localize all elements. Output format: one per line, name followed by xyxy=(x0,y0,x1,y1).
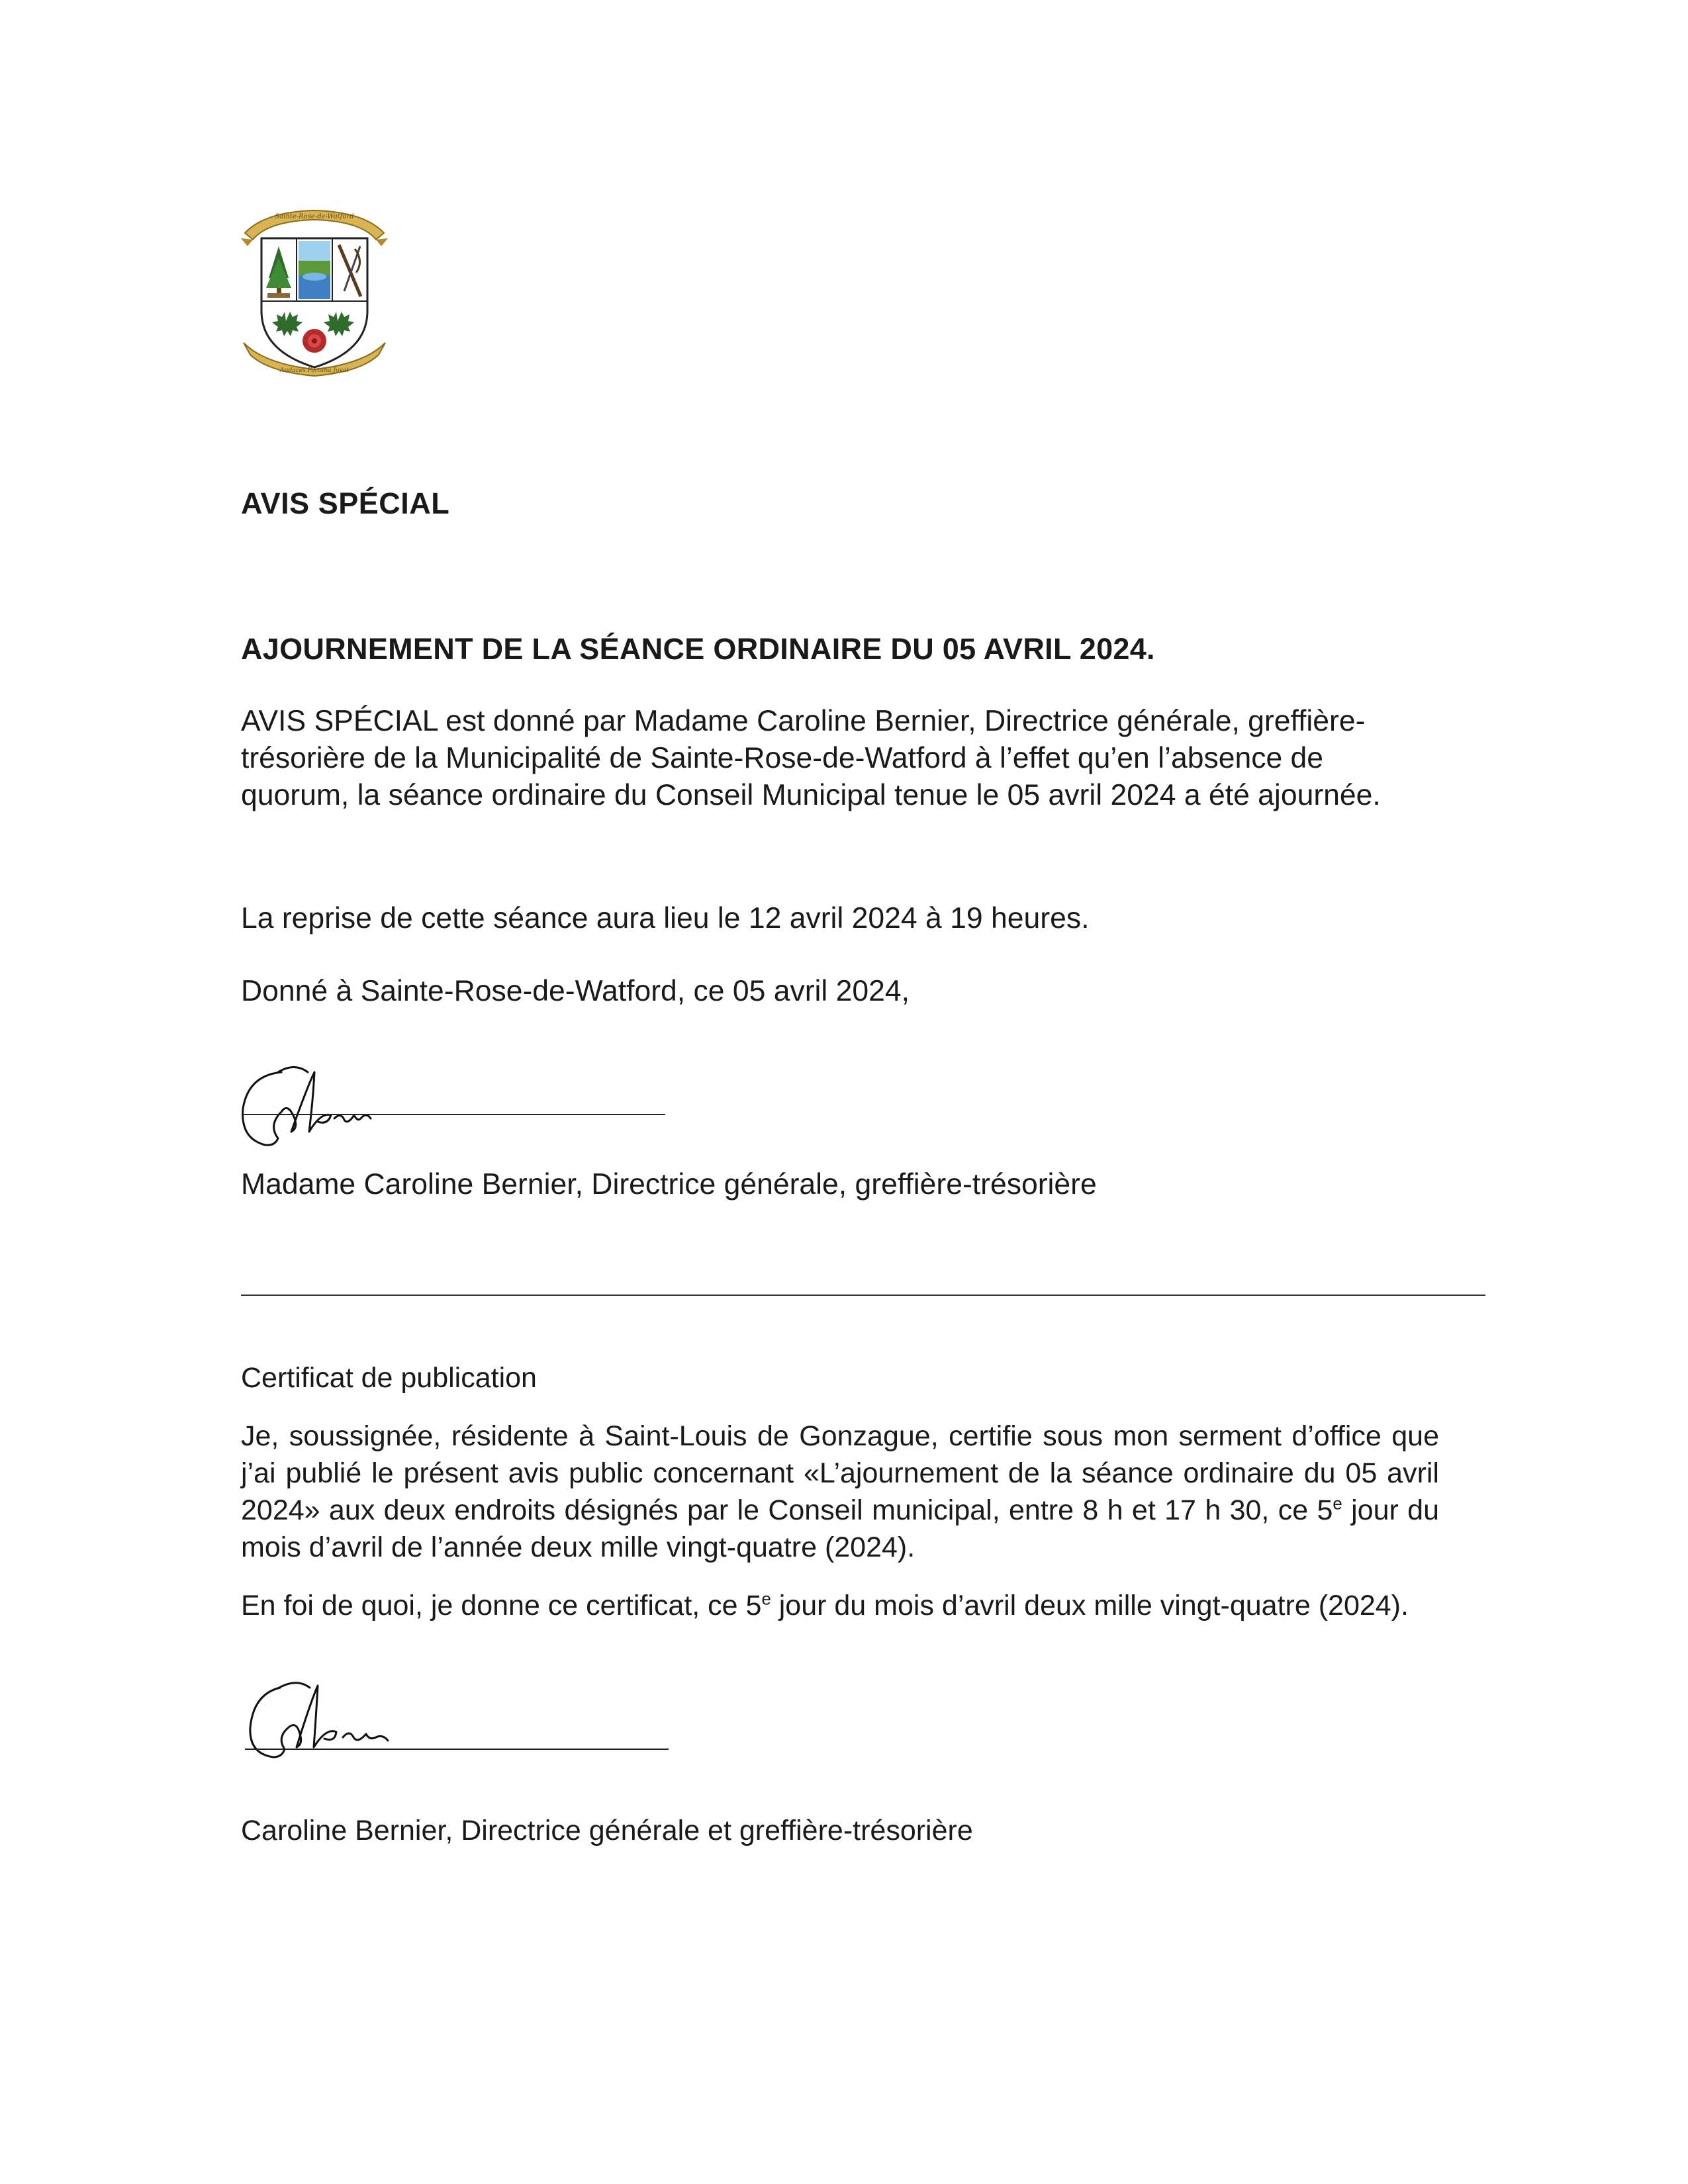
signature-line-1 xyxy=(242,1114,665,1115)
notice-subheading: AJOURNEMENT DE LA SÉANCE ORDINAIRE DU 05 AVRIL 2024. xyxy=(241,632,1155,666)
certificate-signatory: Caroline Bernier, Directrice générale et greffière-trésorière xyxy=(241,1815,973,1846)
notice-paragraph-3: Donné à Sainte-Rose-de-Watford, ce 05 avril 2024, xyxy=(241,975,910,1007)
svg-text:Audaces Fortuna Juvat: Audaces Fortuna Juvat xyxy=(280,367,349,374)
notice-paragraph-1: AVIS SPÉCIAL est donné par Madame Caroline Bernier, Directrice générale, greffière-trésorière de la Municipalité de Sainte-Rose-de-Watford à l’effet qu’en l’absence de quorum, la séance ordinaire du Conseil Municipal tenue le 05 avril 2024 a été ajournée. xyxy=(241,705,1381,811)
notice-paragraph-2: La reprise de cette séance aura lieu le 12 avril 2024 à 19 heures. xyxy=(241,902,1090,934)
certificate-title: Certificat de publication xyxy=(241,1362,537,1394)
certificate-paragraph-1: Je, soussignée, résidente à Saint-Louis de Gonzague, certifie sous mon serment d’office que j’ai publié le présent avis public concernant «L’ajournement de la séance ordinaire du 05 avril 2024» aux deux endroits désignés par le Conseil municipal, entre 8 h et 17 h 30, ce 5e jour du mois d’avril de l’année deux mille vingt-quatre (2024). xyxy=(241,1420,1439,1563)
section-divider xyxy=(241,1295,1485,1296)
svg-text:Sainte-Rose-de-Watford: Sainte-Rose-de-Watford xyxy=(275,213,354,220)
handwritten-signature-2 xyxy=(244,1671,409,1774)
handwritten-signature-1 xyxy=(235,1046,407,1161)
coat-of-arms-logo xyxy=(238,199,391,377)
certificate-paragraph-2: En foi de quoi, je donne ce certificat, ce 5e jour du mois d’avril deux mille vingt-quatre (2024). xyxy=(241,1590,1409,1621)
signature-line-2 xyxy=(245,1749,669,1750)
notice-heading: AVIS SPÉCIAL xyxy=(241,486,450,520)
signatory-1: Madame Caroline Bernier, Directrice générale, greffière-trésorière xyxy=(241,1168,1097,1201)
